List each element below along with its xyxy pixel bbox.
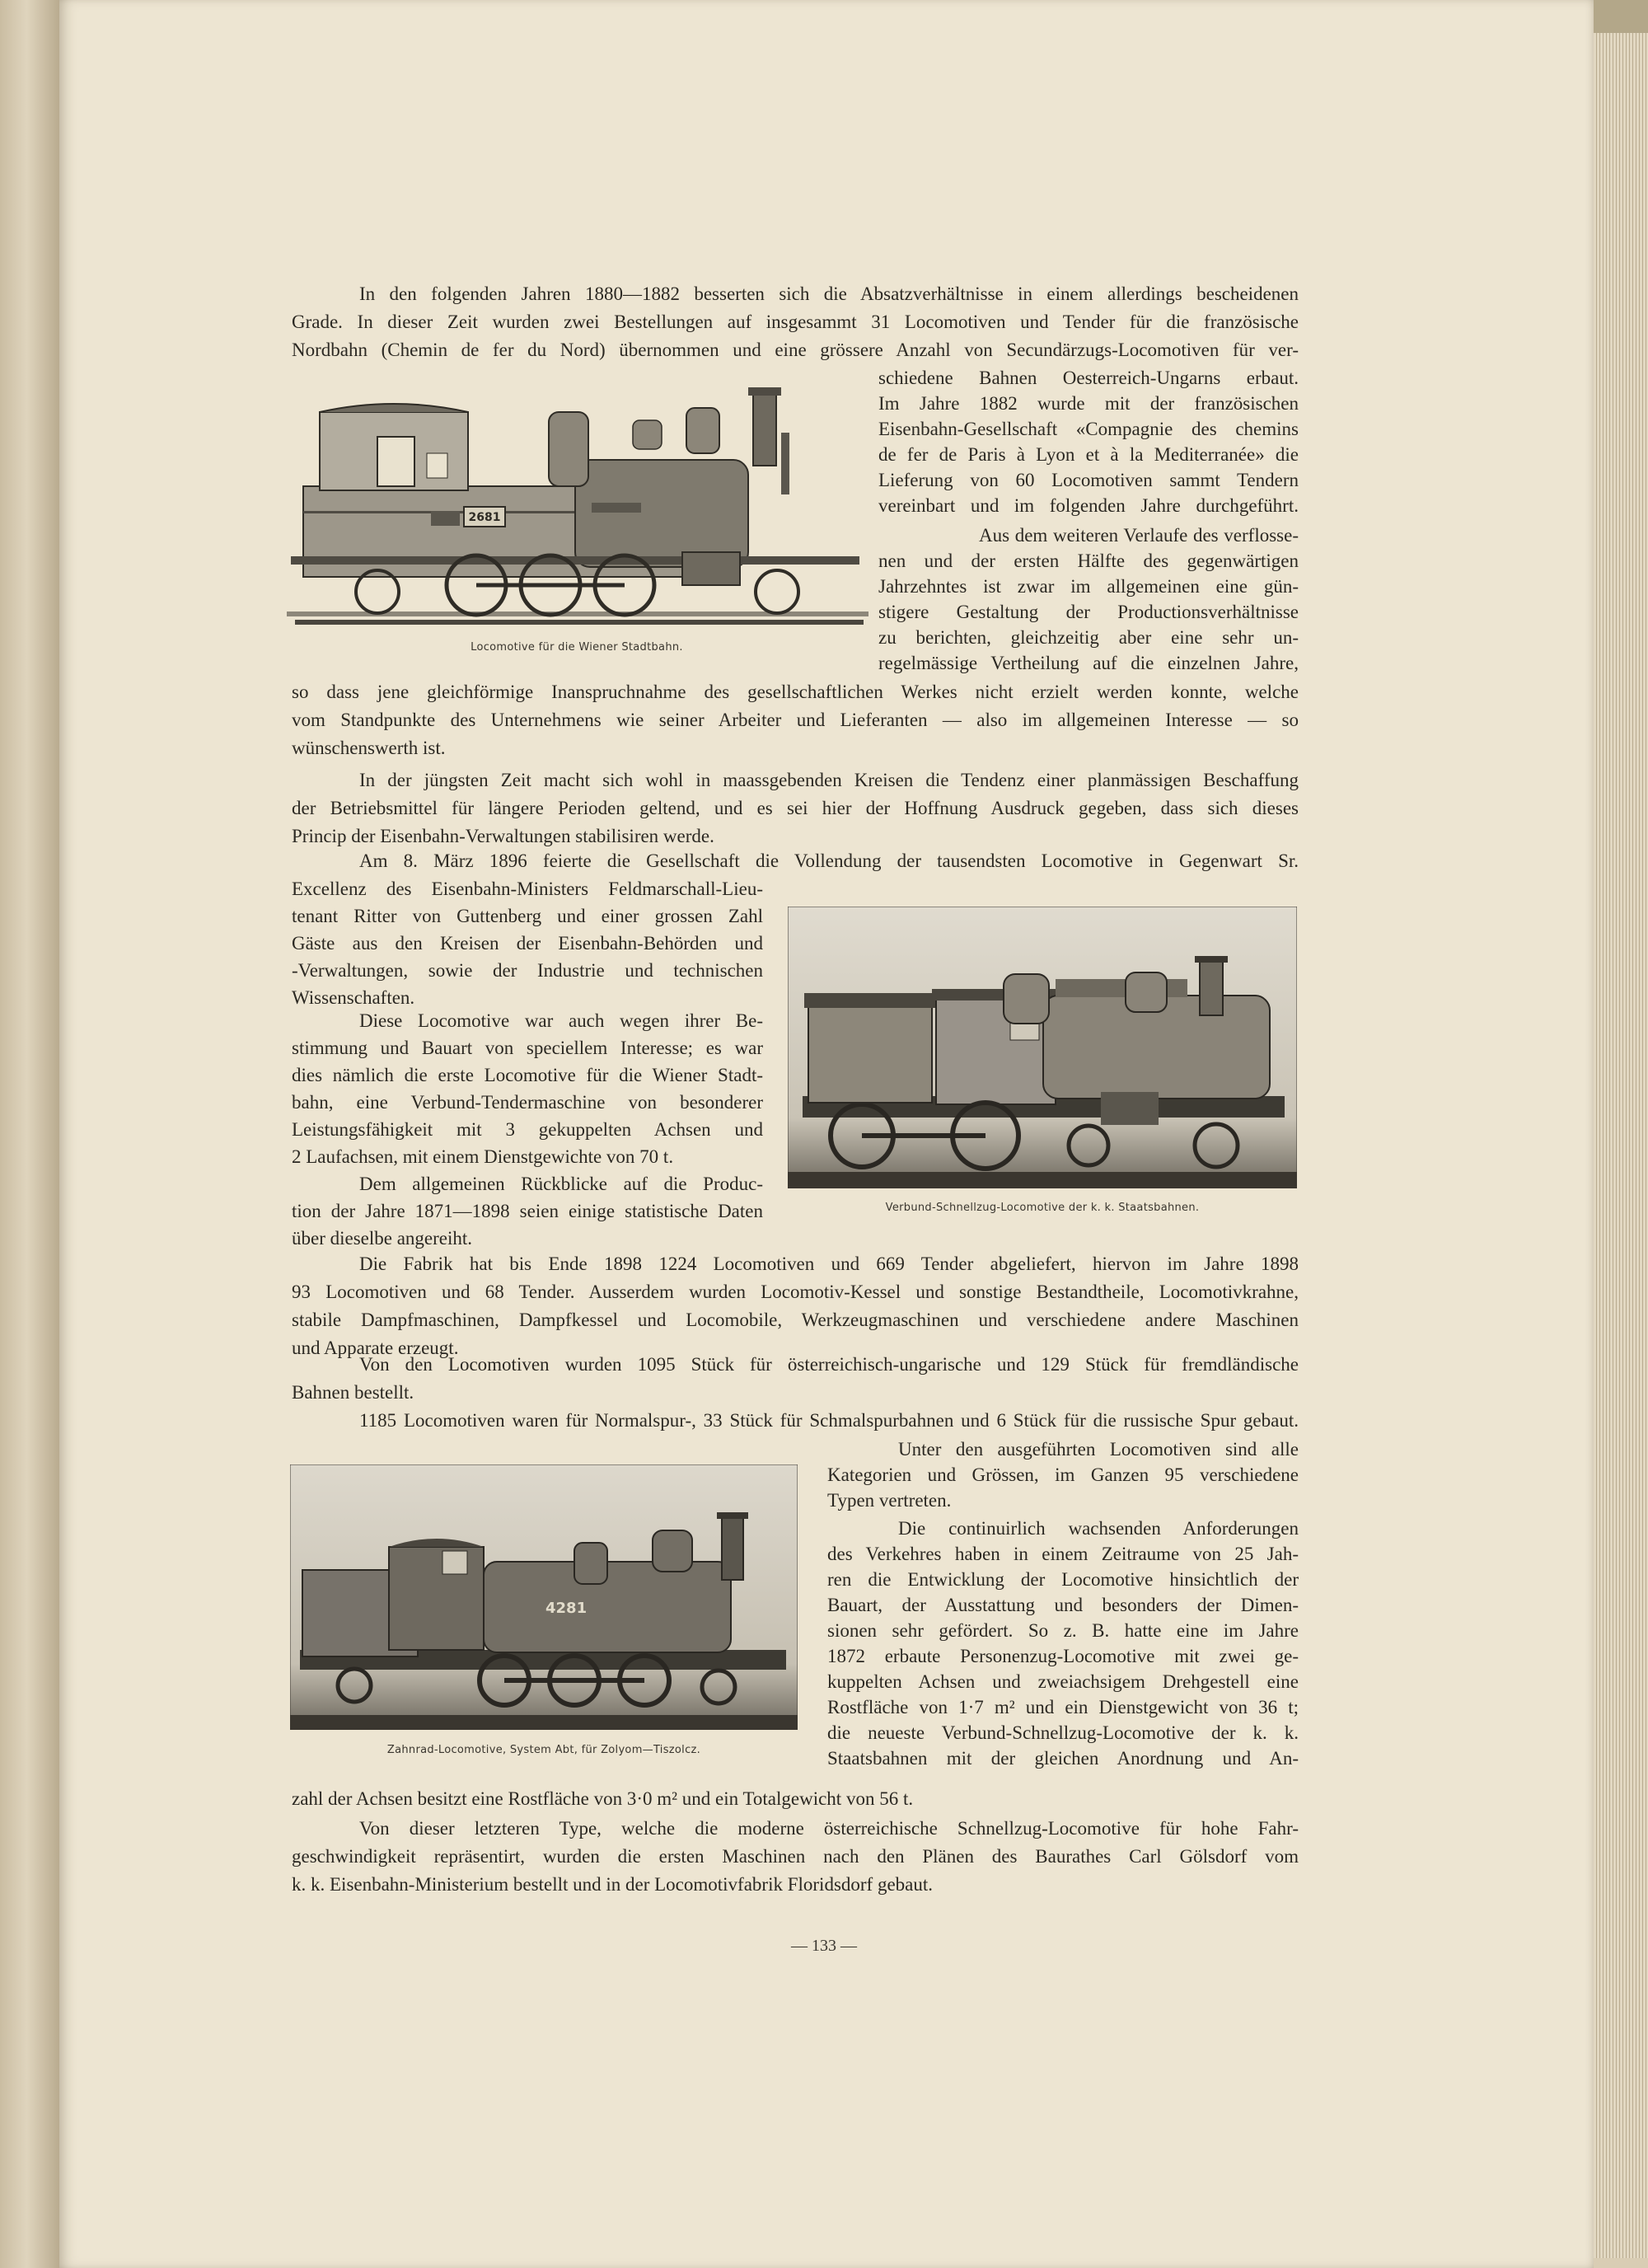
text-line: der Betriebsmittel für längere Perioden geltend, und es sei hier der Hoffnung Ausdruck gegeben, dass sich dieses bbox=[292, 798, 1299, 818]
text-line: 1872 erbaute Personenzug-Locomotive mit zwei ge- bbox=[827, 1646, 1299, 1666]
text-line: Typen vertreten. bbox=[827, 1490, 952, 1511]
text-line: Nordbahn (Chemin de fer du Nord) übernommen und eine grössere Anzahl von Secundärzugs-Locomotiven für ver- bbox=[292, 340, 1299, 360]
text-line: Rostfläche von 1·7 m² und ein Dienstgewicht von 36 t; bbox=[827, 1697, 1299, 1717]
text-line: stabile Dampfmaschinen, Dampfkessel und Locomobile, Werkzeugmaschinen und verschiedene andere Maschinen bbox=[292, 1310, 1299, 1330]
text-line: Aus dem weiteren Verlaufe des verflosse- bbox=[979, 525, 1299, 546]
text-line: In den folgenden Jahren 1880—1882 besserten sich die Absatzverhältnisse in einem allerdings bescheidenen bbox=[359, 284, 1299, 304]
text-line: Die Fabrik hat bis Ende 1898 1224 Locomotiven und 669 Tender abgeliefert, hiervon im Jahre 1898 bbox=[359, 1253, 1299, 1274]
text-line: Leistungsfähigkeit mit 3 gekuppelten Achsen und bbox=[292, 1119, 763, 1140]
text-line: Am 8. März 1896 feierte die Gesellschaft die Vollendung der tausendsten Locomotive in Gegenwart Sr. bbox=[359, 850, 1299, 871]
text-line: k. k. Eisenbahn-Ministerium bestellt und in der Locomotivfabrik Floridsdorf gebaut. bbox=[292, 1874, 934, 1895]
text-line: Gäste aus den Kreisen der Eisenbahn-Behörden und bbox=[292, 933, 763, 954]
text-line: vereinbart und im folgenden Jahre durchgeführt. bbox=[878, 495, 1299, 516]
text-line: über dieselbe angereiht. bbox=[292, 1228, 473, 1249]
text-line: regelmässige Vertheilung auf die einzelnen Jahre, bbox=[878, 653, 1299, 673]
text-line: de fer de Paris à Lyon et à la Mediterranée» die bbox=[878, 444, 1299, 465]
figure-caption: Verbund-Schnellzug-Locomotive der k. k. Staatsbahnen. bbox=[885, 1202, 1200, 1214]
text-line: geschwindigkeit repräsentirt, wurden die ersten Maschinen nach den Plänen des Baurathes Carl Gölsdorf vom bbox=[292, 1846, 1299, 1867]
text-line: ren die Entwicklung der Locomotive hinsichtlich der bbox=[827, 1569, 1299, 1590]
text-line: Bauart, der Ausstattung und besonders der Dimen- bbox=[827, 1595, 1299, 1615]
text-line: schiedene Bahnen Oesterreich-Ungarns erbaut. bbox=[878, 368, 1299, 388]
text-line: und Apparate erzeugt. bbox=[292, 1338, 459, 1358]
text-line: In der jüngsten Zeit macht sich wohl in maassgebenden Kreisen die Tendenz einer planmässigen Beschaffung bbox=[359, 770, 1299, 790]
text-line: Von den Locomotiven wurden 1095 Stück für österreichisch-ungarische und 129 Stück für fremdländische bbox=[359, 1354, 1299, 1375]
text-line: Eisenbahn-Gesellschaft «Compagnie des chemins bbox=[878, 419, 1299, 439]
text-line: 2 Laufachsen, mit einem Dienstgewichte von 70 t. bbox=[292, 1146, 674, 1167]
text-line: dies nämlich die erste Locomotive für die Wiener Stadt- bbox=[292, 1065, 763, 1085]
figure-verbund-schnellzug-locomotive bbox=[788, 907, 1297, 1188]
text-line: Im Jahre 1882 wurde mit der französischen bbox=[878, 393, 1299, 414]
figure-caption: Locomotive für die Wiener Stadtbahn. bbox=[471, 641, 683, 654]
text-line: Unter den ausgeführten Locomotiven sind alle bbox=[898, 1439, 1299, 1460]
text-line: des Verkehres haben in einem Zeitraume von 25 Jah- bbox=[827, 1544, 1299, 1564]
text-line: stimmung und Bauart von speciellem Interesse; es war bbox=[292, 1038, 763, 1058]
page-stack-top bbox=[1594, 0, 1648, 33]
figure-zahnrad-locomotive bbox=[290, 1464, 798, 1730]
locomotive-number-plate: 2681 bbox=[468, 511, 501, 524]
text-line: nen und der ersten Hälfte des gegenwärtigen bbox=[878, 551, 1299, 571]
figure-caption: Zahnrad-Locomotive, System Abt, für Zolyom—Tiszolcz. bbox=[386, 1744, 701, 1756]
text-line: Von dieser letzteren Type, welche die moderne österreichische Schnellzug-Locomotive für hohe Fahr- bbox=[359, 1818, 1299, 1839]
text-line: Lieferung von 60 Locomotiven sammt Tendern bbox=[878, 470, 1299, 490]
text-line: bahn, eine Verbund-Tendermaschine von besonderer bbox=[292, 1092, 763, 1113]
text-line: Bahnen bestellt. bbox=[292, 1382, 414, 1403]
text-line: stigere Gestaltung der Productionsverhältnisse bbox=[878, 602, 1299, 622]
text-line: Jahrzehntes ist zwar im allgemeinen eine gün- bbox=[878, 576, 1299, 597]
book-gutter bbox=[0, 0, 59, 2268]
text-line: die neueste Verbund-Schnellzug-Locomotive der k. k. bbox=[827, 1722, 1299, 1743]
text-line: Princip der Eisenbahn-Verwaltungen stabilisiren werde. bbox=[292, 826, 714, 846]
text-line: Wissenschaften. bbox=[292, 987, 415, 1008]
locomotive-number-plate: 4281 bbox=[545, 1600, 588, 1617]
text-line: sionen sehr gefördert. So z. B. hatte eine im Jahre bbox=[827, 1620, 1299, 1641]
text-line: zu berichten, gleichzeitig aber eine sehr un- bbox=[878, 627, 1299, 648]
text-line: 1185 Locomotiven waren für Normalspur-, 33 Stück für Schmalspurbahnen und 6 Stück für die russische Spur gebaut. bbox=[359, 1410, 1299, 1431]
text-line: Grade. In dieser Zeit wurden zwei Bestellungen auf insgesammt 31 Locomotiven und Tender für die französische bbox=[292, 312, 1299, 332]
text-line: Kategorien und Grössen, im Ganzen 95 verschiedene bbox=[827, 1464, 1299, 1485]
text-line: so dass jene gleichförmige Inanspruchnahme des gesellschaftlichen Werkes nicht erzielt werden konnte, welche bbox=[292, 682, 1299, 702]
text-line: tion der Jahre 1871—1898 seien einige statistische Daten bbox=[292, 1201, 763, 1221]
page-number: — 133 — bbox=[791, 1937, 857, 1955]
text-line: zahl der Achsen besitzt eine Rostfläche von 3·0 m² und ein Totalgewicht von 56 t. bbox=[292, 1788, 914, 1809]
text-line: wünschenswerth ist. bbox=[292, 738, 446, 758]
text-line: tenant Ritter von Guttenberg und einer grossen Zahl bbox=[292, 906, 763, 926]
text-line: Staatsbahnen mit der gleichen Anordnung und An- bbox=[827, 1748, 1299, 1769]
text-line: vom Standpunkte des Unternehmens wie seiner Arbeiter und Lieferanten — also im allgemeinen Interesse — so bbox=[292, 710, 1299, 730]
text-line: Dem allgemeinen Rückblicke auf die Produc- bbox=[359, 1174, 763, 1194]
text-line: Die continuirlich wachsenden Anforderungen bbox=[898, 1518, 1299, 1539]
text-line: Excellenz des Eisenbahn-Ministers Feldmarschall-Lieu- bbox=[292, 879, 763, 899]
figure-wiener-stadtbahn-locomotive bbox=[287, 387, 868, 635]
text-line: kuppelten Achsen und zweiachsigem Drehgestell eine bbox=[827, 1671, 1299, 1692]
text-line: 93 Locomotiven und 68 Tender. Ausserdem wurden Locomotiv-Kessel und sonstige Bestandtheile, Locomotivkrahne, bbox=[292, 1282, 1299, 1302]
page-stack-edge bbox=[1594, 33, 1648, 2258]
text-line: -Verwaltungen, sowie der Industrie und technischen bbox=[292, 960, 763, 981]
text-line: Diese Locomotive war auch wegen ihrer Be- bbox=[359, 1010, 763, 1031]
